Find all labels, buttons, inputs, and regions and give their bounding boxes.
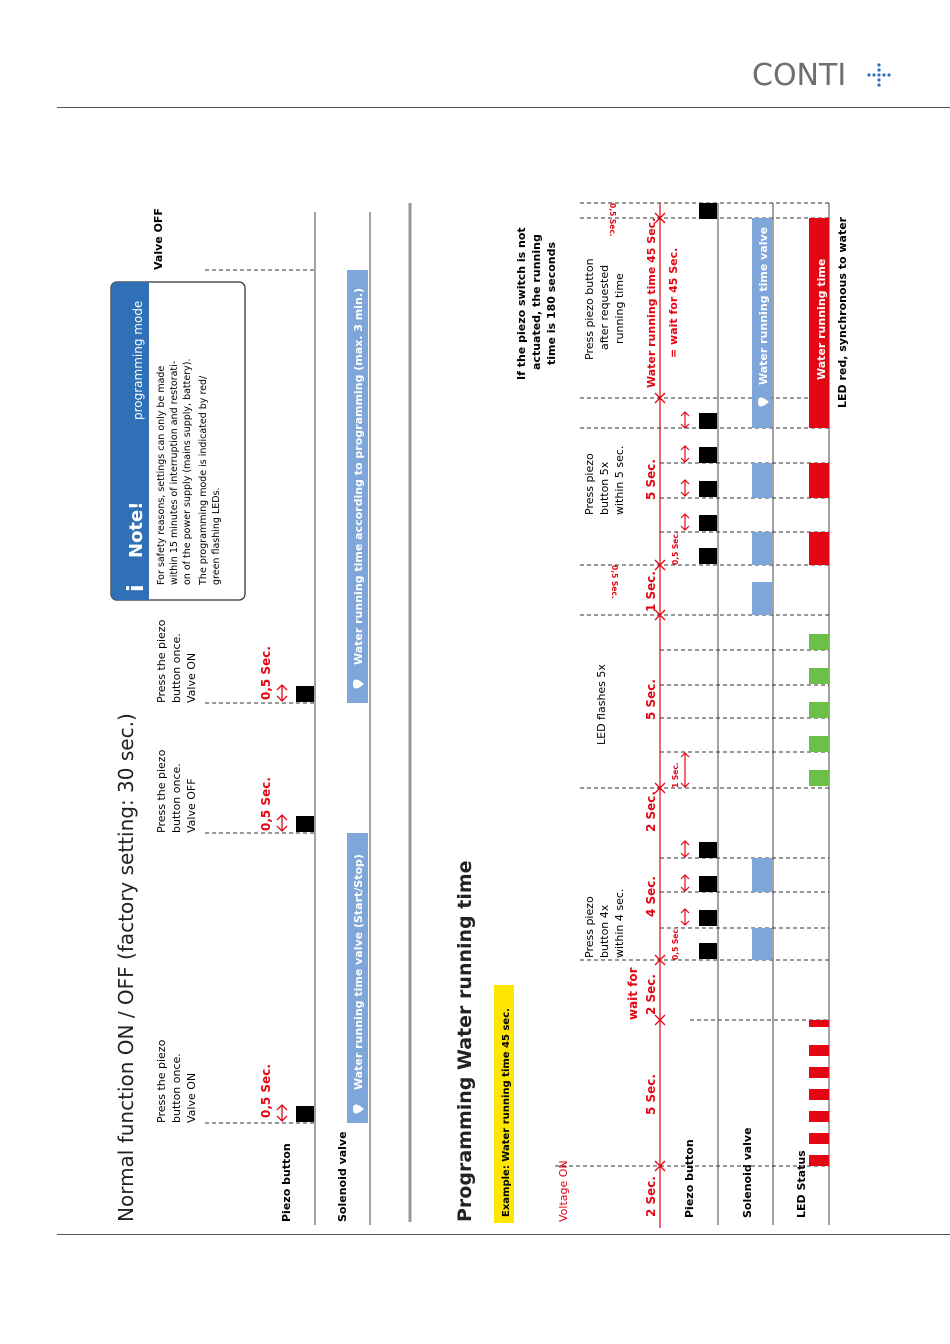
s2-row-led: LED Status — [795, 1150, 808, 1218]
s2-wait2: 2 Sec. — [644, 974, 658, 1015]
s2-valve-block — [752, 463, 772, 498]
s1-step2-l1: Press the piezo — [155, 749, 168, 833]
s2-time-5c: 5 Sec. — [644, 459, 658, 500]
s1-pulse-2 — [296, 816, 314, 832]
press4-l3: within 4 sec. — [613, 888, 626, 958]
info-icon: i — [124, 584, 149, 592]
note-line-5: green flashing LEDs. — [211, 487, 222, 585]
s2-half-2: 0,5 Sec. — [610, 565, 619, 599]
s1-step3-l2: button once. — [170, 633, 183, 703]
s2-led-note: LED red, synchronous to water — [836, 216, 849, 408]
ifnot-l1: If the piezo switch is not — [515, 227, 528, 380]
press5-l1: Press piezo — [583, 453, 596, 515]
s1-pulse-1 — [296, 1106, 314, 1122]
s2-pulse — [699, 910, 717, 926]
s2-valve-block — [752, 532, 772, 565]
s2-time-5a: 5 Sec. — [644, 1074, 658, 1115]
s2-pulse — [699, 481, 717, 497]
s2-half-4: 0,5 Sec. — [608, 203, 617, 237]
s2-pulse — [699, 413, 717, 429]
led-red-block — [809, 463, 829, 498]
led-red-flash — [809, 1020, 829, 1027]
s1-valve-bar-1-label: Water running time valve (Start/Stop) — [352, 854, 365, 1090]
s2-valve-block — [752, 582, 772, 615]
s1-step1-l3: Valve ON — [185, 1072, 198, 1123]
s2-valve-block — [752, 858, 772, 892]
s2-time-2b: 2 Sec. — [644, 791, 658, 832]
led-green-flash — [809, 668, 829, 684]
s1-step1-l2: button once. — [170, 1053, 183, 1123]
s2-pulse — [699, 876, 717, 892]
s1-valve-off: Valve OFF — [152, 208, 165, 270]
led-red-flash — [809, 1111, 829, 1122]
note-line-3: on of the power supply (mains supply, battery). — [182, 358, 193, 585]
s2-pulse — [699, 203, 717, 219]
note-line-1: For safety reasons, settings can only be made — [156, 365, 167, 585]
voltage-on: Voltage ON — [557, 1160, 570, 1222]
s1-valve-bar-2-label: Water running time according to programming (max. 3 min.) — [352, 288, 365, 665]
s2-row-piezo: Piezo button — [683, 1139, 696, 1218]
ifnot-l3: time is 180 seconds — [545, 241, 558, 365]
s2-pulse — [699, 943, 717, 959]
press5-l2: button 5x — [598, 461, 611, 515]
note-title: Note! — [126, 501, 147, 558]
note-line-2: within 15 minutes of interruption and restorati- — [169, 360, 180, 585]
pressafter-l1: Press piezo button — [583, 258, 596, 360]
note-box — [111, 282, 245, 600]
section1-row-valve: Solenoid valve — [336, 1131, 349, 1222]
s2-pulse — [699, 447, 717, 463]
led-red-flash — [809, 1089, 829, 1100]
press4-l1: Press piezo — [583, 896, 596, 958]
led-green-flash — [809, 634, 829, 650]
s2-time-4: 4 Sec. — [644, 876, 658, 917]
s2-time-5b: 5 Sec. — [644, 679, 658, 720]
section2-title: Programming Water running time — [454, 860, 476, 1222]
note-subtitle: programming mode — [131, 300, 145, 420]
s2-time-1b: 1 Sec. — [644, 571, 658, 612]
led-green-flash — [809, 736, 829, 752]
led-green-flash — [809, 702, 829, 718]
s2-run45: Water running time 45 Sec. — [645, 217, 658, 388]
s1-step2-l3: Valve OFF — [185, 778, 198, 833]
example-label: Example: Water running time 45 sec. — [501, 1008, 512, 1217]
s2-led-bar-label: Water running time — [815, 258, 828, 380]
s2-waitfor45: = wait for 45 Sec. — [667, 247, 680, 358]
led-red-block — [809, 532, 829, 565]
led-green-flash — [809, 770, 829, 786]
s2-pulse — [699, 515, 717, 531]
s1-step3-time: 0,5 Sec. — [259, 646, 273, 700]
s2-time-1: 1 Sec. — [671, 762, 680, 788]
s2-pulse — [699, 842, 717, 858]
led-red-flash — [809, 1045, 829, 1056]
section1-row-piezo: Piezo button — [280, 1143, 293, 1222]
s1-step3-l3: Valve ON — [185, 652, 198, 703]
s2-row-valve: Solenoid valve — [741, 1127, 754, 1218]
s2-half-1: 0,5 Sec. — [671, 926, 680, 960]
press5-l3: within 5 sec. — [613, 445, 626, 515]
s2-wait1: wait for — [626, 967, 640, 1020]
pressafter-l3: running time — [613, 273, 626, 344]
brand-logo: CONTI — [752, 58, 847, 93]
s2-valve-bar-label: Water running time valve — [757, 226, 770, 385]
s1-step2-time: 0,5 Sec. — [259, 777, 273, 831]
s1-step3-l1: Press the piezo — [155, 619, 168, 703]
pressafter-l2: after requested — [598, 264, 611, 350]
ifnot-l2: actuated, the running — [530, 234, 543, 370]
s2-half-3: 0,5 Sec. — [671, 531, 680, 565]
press4-l2: button 4x — [598, 904, 611, 958]
s1-pulse-3 — [296, 686, 314, 702]
led-flashes: LED flashes 5x — [595, 664, 608, 745]
note-line-4: The programming mode is indicated by red/ — [198, 375, 209, 585]
led-red-flash — [809, 1155, 829, 1166]
s2-pulse — [699, 548, 717, 564]
led-red-flash — [809, 1133, 829, 1144]
s2-valve-block — [752, 928, 772, 960]
s1-step1-time: 0,5 Sec. — [259, 1064, 273, 1118]
led-red-flash — [809, 1067, 829, 1078]
s1-step2-l2: button once. — [170, 763, 183, 833]
s2-time-2a: 2 Sec. — [644, 1176, 658, 1217]
section1-title: Normal function ON / OFF (factory setting: 30 sec.) — [114, 713, 138, 1222]
s1-step1-l1: Press the piezo — [155, 1039, 168, 1123]
